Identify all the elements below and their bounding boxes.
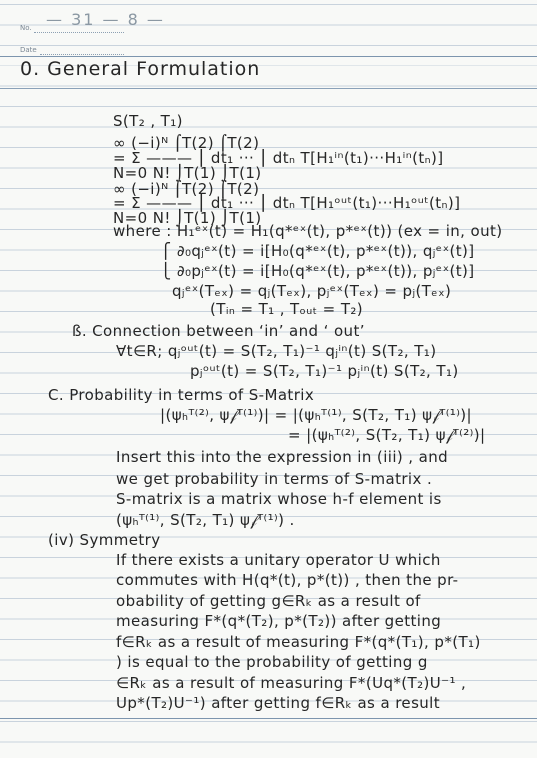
note-line: ß. Connection between ‘in’ and ‘ out’	[72, 322, 365, 340]
note-line: Up*(T₂)U⁻¹) after getting f∈Rₖ as a result	[116, 694, 441, 712]
page-number: — 31 — 8 —	[46, 10, 165, 29]
note-line: pⱼᵒᵘᵗ(t) = S(T₂, T₁)⁻¹ pⱼⁱⁿ(t) S(T₂, T₁)	[190, 362, 459, 380]
note-line: ∞ (−i)ᴺ ⌠T(2) ⌠T(2)	[113, 180, 260, 198]
note-line: N=0 N! ⌡T(1) ⌡T(1)	[113, 209, 262, 227]
note-line: we get probability in terms of S-matrix .	[116, 470, 433, 488]
date-underline	[40, 54, 124, 55]
note-line: S-matrix is a matrix whose h-f element is	[116, 490, 442, 508]
no-label: No.	[20, 24, 32, 32]
note-line: = Σ ——— ⎮ dt₁ ··· ⎮ dtₙ T[H₁ᵒᵘᵗ(t₁)···H₁ᵒᵘᵗ(tₙ)]	[113, 194, 461, 212]
note-line: N=0 N! ⌡T(1) ⌡T(1)	[113, 164, 262, 182]
note-line: |(ψₕᵀ⁽²⁾, ψ𝒻ᵀ⁽¹⁾)| = |(ψₕᵀ⁽¹⁾, S(T₂, T₁) ψ𝒻ᵀ⁽¹⁾)|	[160, 406, 472, 424]
note-line: qⱼᵉˣ(Tₑₓ) = qⱼ(Tₑₓ), pⱼᵉˣ(Tₑₓ) = pⱼ(Tₑₓ)	[172, 282, 452, 300]
note-line: ∞ (−i)ᴺ ⌠T(2) ⌠T(2)	[113, 134, 260, 152]
title-rule	[0, 88, 537, 89]
note-line: ⎩ ∂₀pⱼᵉˣ(t) = i[H₀(q*ᵉˣ(t), p*ᵉˣ(t)), pⱼᵉˣ(t)]	[160, 262, 475, 280]
note-line: Insert this into the expression in (iii) , and	[116, 448, 449, 466]
no-underline	[34, 32, 124, 33]
note-line: If there exists a unitary operator U which	[116, 551, 441, 569]
note-line: f∈Rₖ as a result of measuring F*(q*(T₁), p*(T₁)	[116, 633, 481, 651]
note-line: C. Probability in terms of S-Matrix	[48, 386, 315, 404]
date-label: Date	[20, 46, 37, 54]
note-line: ) is equal to the probability of getting g	[116, 653, 428, 671]
note-line: 0. General Formulation	[20, 58, 261, 80]
note-line: (ψₕᵀ⁽¹⁾, S(T₂, T₁) ψ𝒻ᵀ⁽¹⁾) .	[116, 511, 295, 529]
note-line: where : H₁ᵉˣ(t) = H₁(q*ᵉˣ(t), p*ᵉˣ(t)) (ex = in, out)	[113, 222, 503, 240]
footer-rule	[0, 718, 537, 719]
note-line: ∀t∈R; qⱼᵒᵘᵗ(t) = S(T₂, T₁)⁻¹ qⱼⁱⁿ(t) S(T₂, T₁)	[116, 342, 437, 360]
note-line: S(T₂ , T₁)	[113, 112, 183, 130]
note-line: = Σ ——— ⎮ dt₁ ··· ⎮ dtₙ T[H₁ⁱⁿ(t₁)···H₁ⁱⁿ(tₙ)]	[113, 149, 444, 167]
header-rule	[0, 56, 537, 57]
note-line: obability of getting g∈Rₖ as a result of	[116, 592, 421, 610]
note-line: commutes with H(q*(t), p*(t)) , then the pr-	[116, 571, 459, 589]
note-line: (iv) Symmetry	[48, 531, 161, 549]
note-line: ∈Rₖ as a result of measuring F*(Uq*(T₂)U⁻¹ ,	[116, 674, 467, 692]
note-line: (Tᵢₙ = T₁ , Tₒᵤₜ = T₂)	[210, 300, 364, 318]
note-line: ⎧ ∂₀qⱼᵉˣ(t) = i[H₀(q*ᵉˣ(t), p*ᵉˣ(t)), qⱼᵉˣ(t)]	[160, 242, 475, 260]
note-line: = |(ψₕᵀ⁽²⁾, S(T₂, T₁) ψ𝒻ᵀ⁽²⁾)|	[288, 426, 486, 444]
note-line: measuring F*(q*(T₂), p*(T₂)) after getting	[116, 612, 442, 630]
